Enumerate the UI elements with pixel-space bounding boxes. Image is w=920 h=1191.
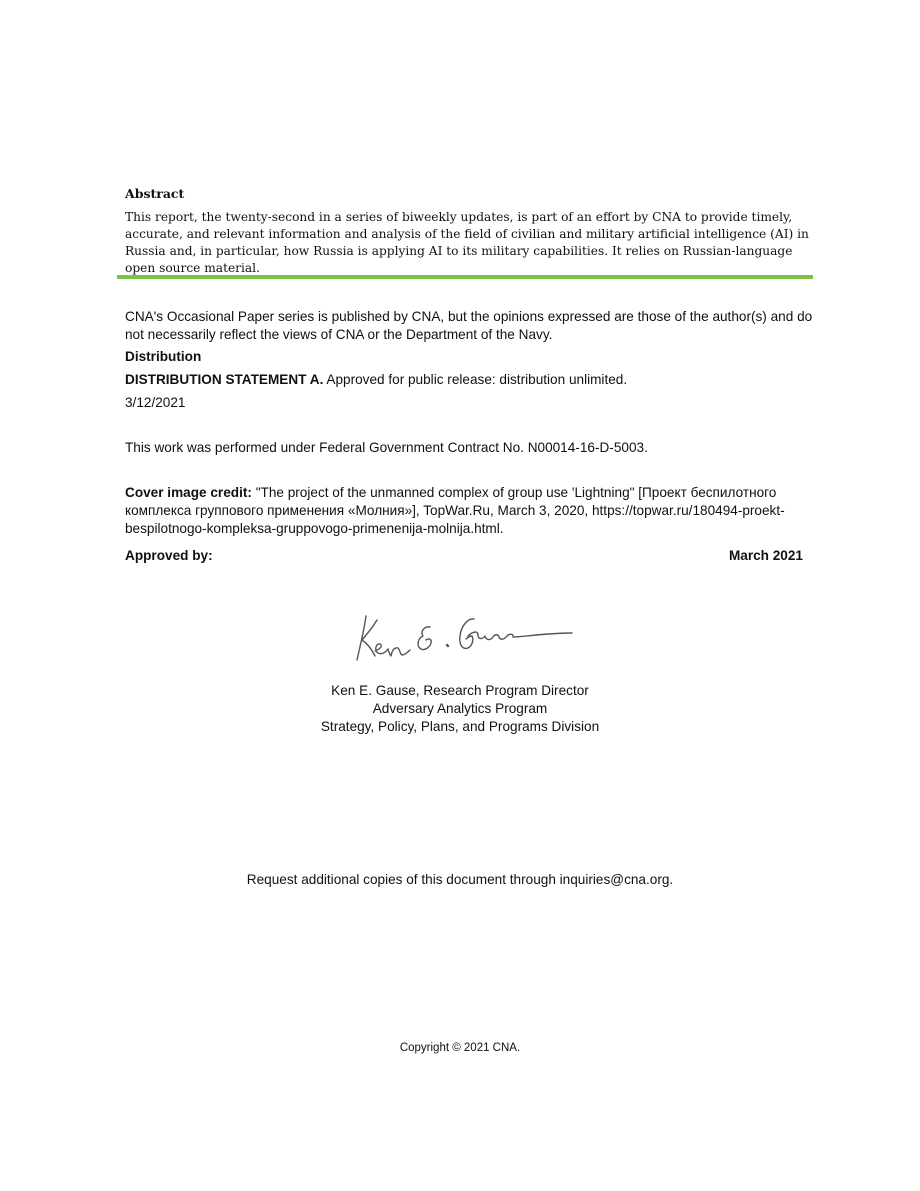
abstract-body: This report, the twenty-second in a series of biweekly updates, is part of an effort by CNA to provide timely, accurate, and relevant information and analysis of the field of civilian and military artificial intelligence (AI) in Russia and, in particular, how Russia is applying AI to its military capabilities. It relies on Russian-language open source material. xyxy=(125,210,809,275)
distribution-date: 3/12/2021 xyxy=(125,395,186,410)
abstract-heading: Abstract xyxy=(125,186,185,201)
approved-by-label: Approved by: xyxy=(125,548,213,563)
section-divider xyxy=(117,275,813,279)
signatory-program: Adversary Analytics Program xyxy=(372,701,548,716)
cover-credit-label: Cover image credit: xyxy=(125,485,252,500)
distribution-heading: Distribution xyxy=(125,349,202,364)
cover-credit-text: "The project of the unmanned complex of group use 'Lightning" [Проект беспилотного комплекса группового применения «Молния»], TopWar.Ru, March 3, 2020, https://topwar.ru/180494-proekt-bespilotnogo-kompleksa-gruppovogo-primenenija-molnija.html. xyxy=(125,485,785,536)
signatory-name-title: Ken E. Gause, Research Program Director xyxy=(331,683,589,698)
distribution-statement-text: Approved for public release: distribution unlimited. xyxy=(323,372,628,387)
series-disclaimer: CNA's Occasional Paper series is published by CNA, but the opinions expressed are those of the author(s) and do not necessarily reflect the views of CNA or the Department of the Navy. xyxy=(125,309,813,342)
contract-statement: This work was performed under Federal Government Contract No. N00014-16-D-5003. xyxy=(125,440,648,455)
copyright-notice: Copyright © 2021 CNA. xyxy=(399,1042,521,1054)
signatory-block xyxy=(0,682,920,736)
signature-image xyxy=(344,606,576,668)
distribution-statement-label: DISTRIBUTION STATEMENT A. xyxy=(125,372,324,387)
cover-image-credit xyxy=(125,484,815,538)
request-copies-line: Request additional copies of this document through inquiries@cna.org. xyxy=(246,872,674,887)
distribution-statement xyxy=(125,371,815,389)
approval-date: March 2021 xyxy=(728,548,803,563)
signatory-division: Strategy, Policy, Plans, and Programs Division xyxy=(320,719,600,734)
